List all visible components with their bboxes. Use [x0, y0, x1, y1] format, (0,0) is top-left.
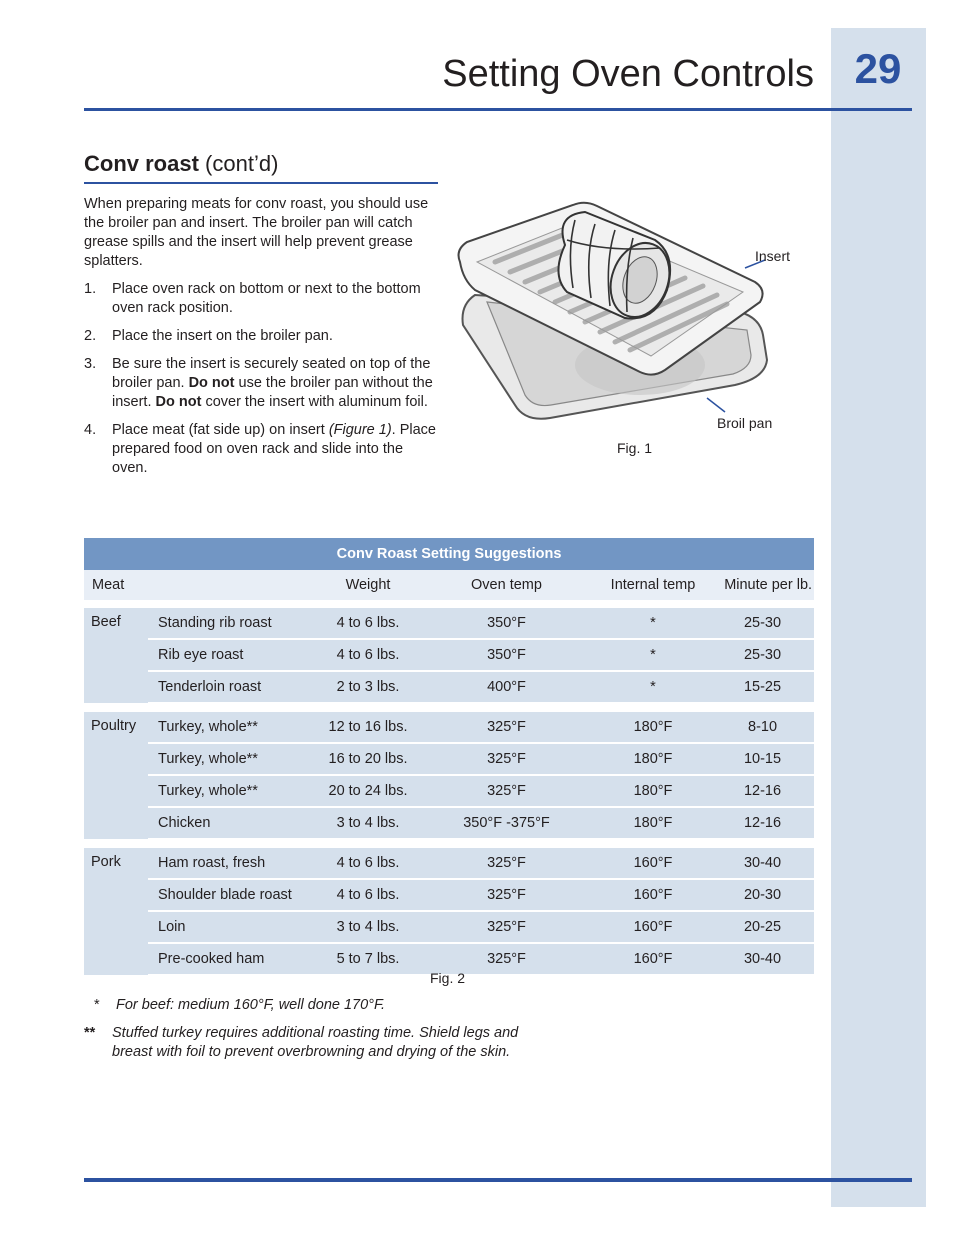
- footnote-mark: *: [94, 997, 100, 1013]
- cell-minutes: 8-10: [711, 712, 814, 743]
- cell-cut: Chicken: [148, 807, 318, 839]
- cell-cut: Loin: [148, 911, 318, 943]
- cell-minutes: 20-30: [711, 879, 814, 911]
- cell-minutes: 20-25: [711, 911, 814, 943]
- step-item: [84, 355, 440, 412]
- cell-cut: Turkey, whole**: [148, 775, 318, 807]
- cell-internal-temp: 180°F: [595, 712, 711, 743]
- cell-cut: Standing rib roast: [148, 608, 318, 639]
- step-item: [84, 327, 440, 346]
- table-row: [84, 807, 814, 839]
- footnote-mark: **: [84, 1025, 96, 1041]
- cell-minutes: 10-15: [711, 743, 814, 775]
- table-row: [84, 743, 814, 775]
- figure1-caption: Fig. 1: [617, 440, 653, 456]
- section-rule: [84, 182, 438, 184]
- cell-oven-temp: 325°F: [418, 712, 595, 743]
- cell-weight: 4 to 6 lbs.: [318, 639, 418, 671]
- column-header-meat: Meat: [84, 570, 318, 600]
- step-text-c: . Place prepared food on oven rack and slide into the oven.: [112, 422, 437, 476]
- table-row: [84, 775, 814, 807]
- step-item: [84, 421, 440, 478]
- step-text-c: use the broiler pan without the insert.: [112, 375, 433, 410]
- cell-cut: Ham roast, fresh: [148, 848, 318, 879]
- cell-minutes: 30-40: [711, 943, 814, 975]
- cell-oven-temp: 400°F: [418, 671, 595, 703]
- conv-roast-table: [84, 538, 814, 976]
- cell-weight: 20 to 24 lbs.: [318, 775, 418, 807]
- cell-oven-temp: 325°F: [418, 879, 595, 911]
- column-header-minutes: Minute per lb.: [711, 570, 814, 600]
- figure-reference: (Figure 1): [328, 422, 392, 438]
- section-title: [84, 153, 278, 175]
- cell-internal-temp: 160°F: [595, 911, 711, 943]
- cell-weight: 3 to 4 lbs.: [318, 807, 418, 839]
- table-title: Conv Roast Setting Suggestions: [84, 538, 814, 570]
- footnote-beef: [94, 996, 716, 1015]
- cell-weight: 4 to 6 lbs.: [318, 608, 418, 639]
- step-item: [84, 280, 440, 318]
- step-number: 3.: [84, 356, 97, 372]
- figure2-caption: Fig. 2: [430, 970, 466, 986]
- step-text: Place oven rack on bottom or next to the bottom oven rack position.: [112, 281, 421, 316]
- group-label: Beef: [84, 608, 148, 703]
- table-row: [84, 712, 814, 743]
- cell-weight: 5 to 7 lbs.: [318, 943, 418, 975]
- cell-internal-temp: *: [595, 671, 711, 703]
- column-header-internal-temp: Internal temp: [595, 570, 711, 600]
- cell-cut: Pre-cooked ham: [148, 943, 318, 975]
- instruction-steps: [84, 280, 440, 487]
- table-row: [84, 639, 814, 671]
- page-title: Setting Oven Controls: [442, 53, 814, 95]
- cell-weight: 3 to 4 lbs.: [318, 911, 418, 943]
- cell-internal-temp: 160°F: [595, 848, 711, 879]
- cell-oven-temp: 350°F: [418, 608, 595, 639]
- step-text-a: Be sure the insert is securely seated on top of the broiler pan.: [112, 356, 431, 391]
- column-header-weight: Weight: [318, 570, 418, 600]
- cell-cut: Rib eye roast: [148, 639, 318, 671]
- table-row: [84, 671, 814, 703]
- group-poultry: [84, 712, 814, 839]
- broiler-pan-illustration: [455, 200, 780, 425]
- footnote-text: Stuffed turkey requires additional roasting time. Shield legs and breast with foil to prevent overbrowning and drying of the skin.: [112, 1025, 519, 1060]
- step-text-a: Place meat (fat side up) on insert: [112, 422, 329, 438]
- group-label: Pork: [84, 848, 148, 975]
- cell-internal-temp: 180°F: [595, 743, 711, 775]
- cell-weight: 4 to 6 lbs.: [318, 879, 418, 911]
- step-emphasis: Do not: [188, 375, 235, 391]
- section-title-bold: Conv roast: [84, 151, 199, 176]
- cell-internal-temp: *: [595, 639, 711, 671]
- footnote-text: For beef: medium 160°F, well done 170°F.: [116, 997, 385, 1013]
- cell-weight: 4 to 6 lbs.: [318, 848, 418, 879]
- group-label: Poultry: [84, 712, 148, 839]
- cell-cut: Shoulder blade roast: [148, 879, 318, 911]
- cell-minutes: 30-40: [711, 848, 814, 879]
- cell-oven-temp: 325°F: [418, 743, 595, 775]
- cell-oven-temp: 350°F -375°F: [418, 807, 595, 839]
- cell-minutes: 15-25: [711, 671, 814, 703]
- cell-oven-temp: 325°F: [418, 775, 595, 807]
- table-row: [84, 879, 814, 911]
- cell-oven-temp: 325°F: [418, 911, 595, 943]
- column-header-oven-temp: Oven temp: [418, 570, 595, 600]
- header-rule: [84, 108, 912, 111]
- table-row: [84, 848, 814, 879]
- footnote-turkey: [84, 1024, 562, 1062]
- step-emphasis: Do not: [155, 394, 202, 410]
- cell-internal-temp: 180°F: [595, 775, 711, 807]
- group-pork: [84, 848, 814, 975]
- intro-paragraph: When preparing meats for conv roast, you should use the broiler pan and insert. The broiler pan will catch grease spills and the insert will help prevent grease splatters.: [84, 196, 429, 269]
- cell-internal-temp: *: [595, 608, 711, 639]
- cell-cut: Tenderloin roast: [148, 671, 318, 703]
- cell-oven-temp: 325°F: [418, 943, 595, 975]
- cell-internal-temp: 160°F: [595, 943, 711, 975]
- step-number: 1.: [84, 281, 97, 297]
- footer-rule: [84, 1178, 912, 1182]
- cell-minutes: 25-30: [711, 608, 814, 639]
- cell-oven-temp: 325°F: [418, 848, 595, 879]
- table-row: [84, 608, 814, 639]
- cell-weight: 16 to 20 lbs.: [318, 743, 418, 775]
- cell-weight: 2 to 3 lbs.: [318, 671, 418, 703]
- section-title-rest: (cont’d): [198, 151, 279, 176]
- cell-minutes: 25-30: [711, 639, 814, 671]
- cell-oven-temp: 350°F: [418, 639, 595, 671]
- page-number: 29: [854, 45, 902, 92]
- cell-weight: 12 to 16 lbs.: [318, 712, 418, 743]
- step-number: 4.: [84, 422, 97, 438]
- insert-label: Insert: [755, 248, 791, 264]
- step-text-d: cover the insert with aluminum foil.: [201, 394, 428, 410]
- table-row: [84, 911, 814, 943]
- group-beef: [84, 608, 814, 703]
- step-number: 2.: [84, 328, 97, 344]
- page-sidebar-band: [831, 28, 926, 1207]
- cell-cut: Turkey, whole**: [148, 712, 318, 743]
- cell-minutes: 12-16: [711, 807, 814, 839]
- cell-internal-temp: 160°F: [595, 879, 711, 911]
- step-text: Place the insert on the broiler pan.: [112, 328, 333, 344]
- cell-minutes: 12-16: [711, 775, 814, 807]
- cell-internal-temp: 180°F: [595, 807, 711, 839]
- cell-cut: Turkey, whole**: [148, 743, 318, 775]
- broil-pan-label: Broil pan: [717, 415, 773, 431]
